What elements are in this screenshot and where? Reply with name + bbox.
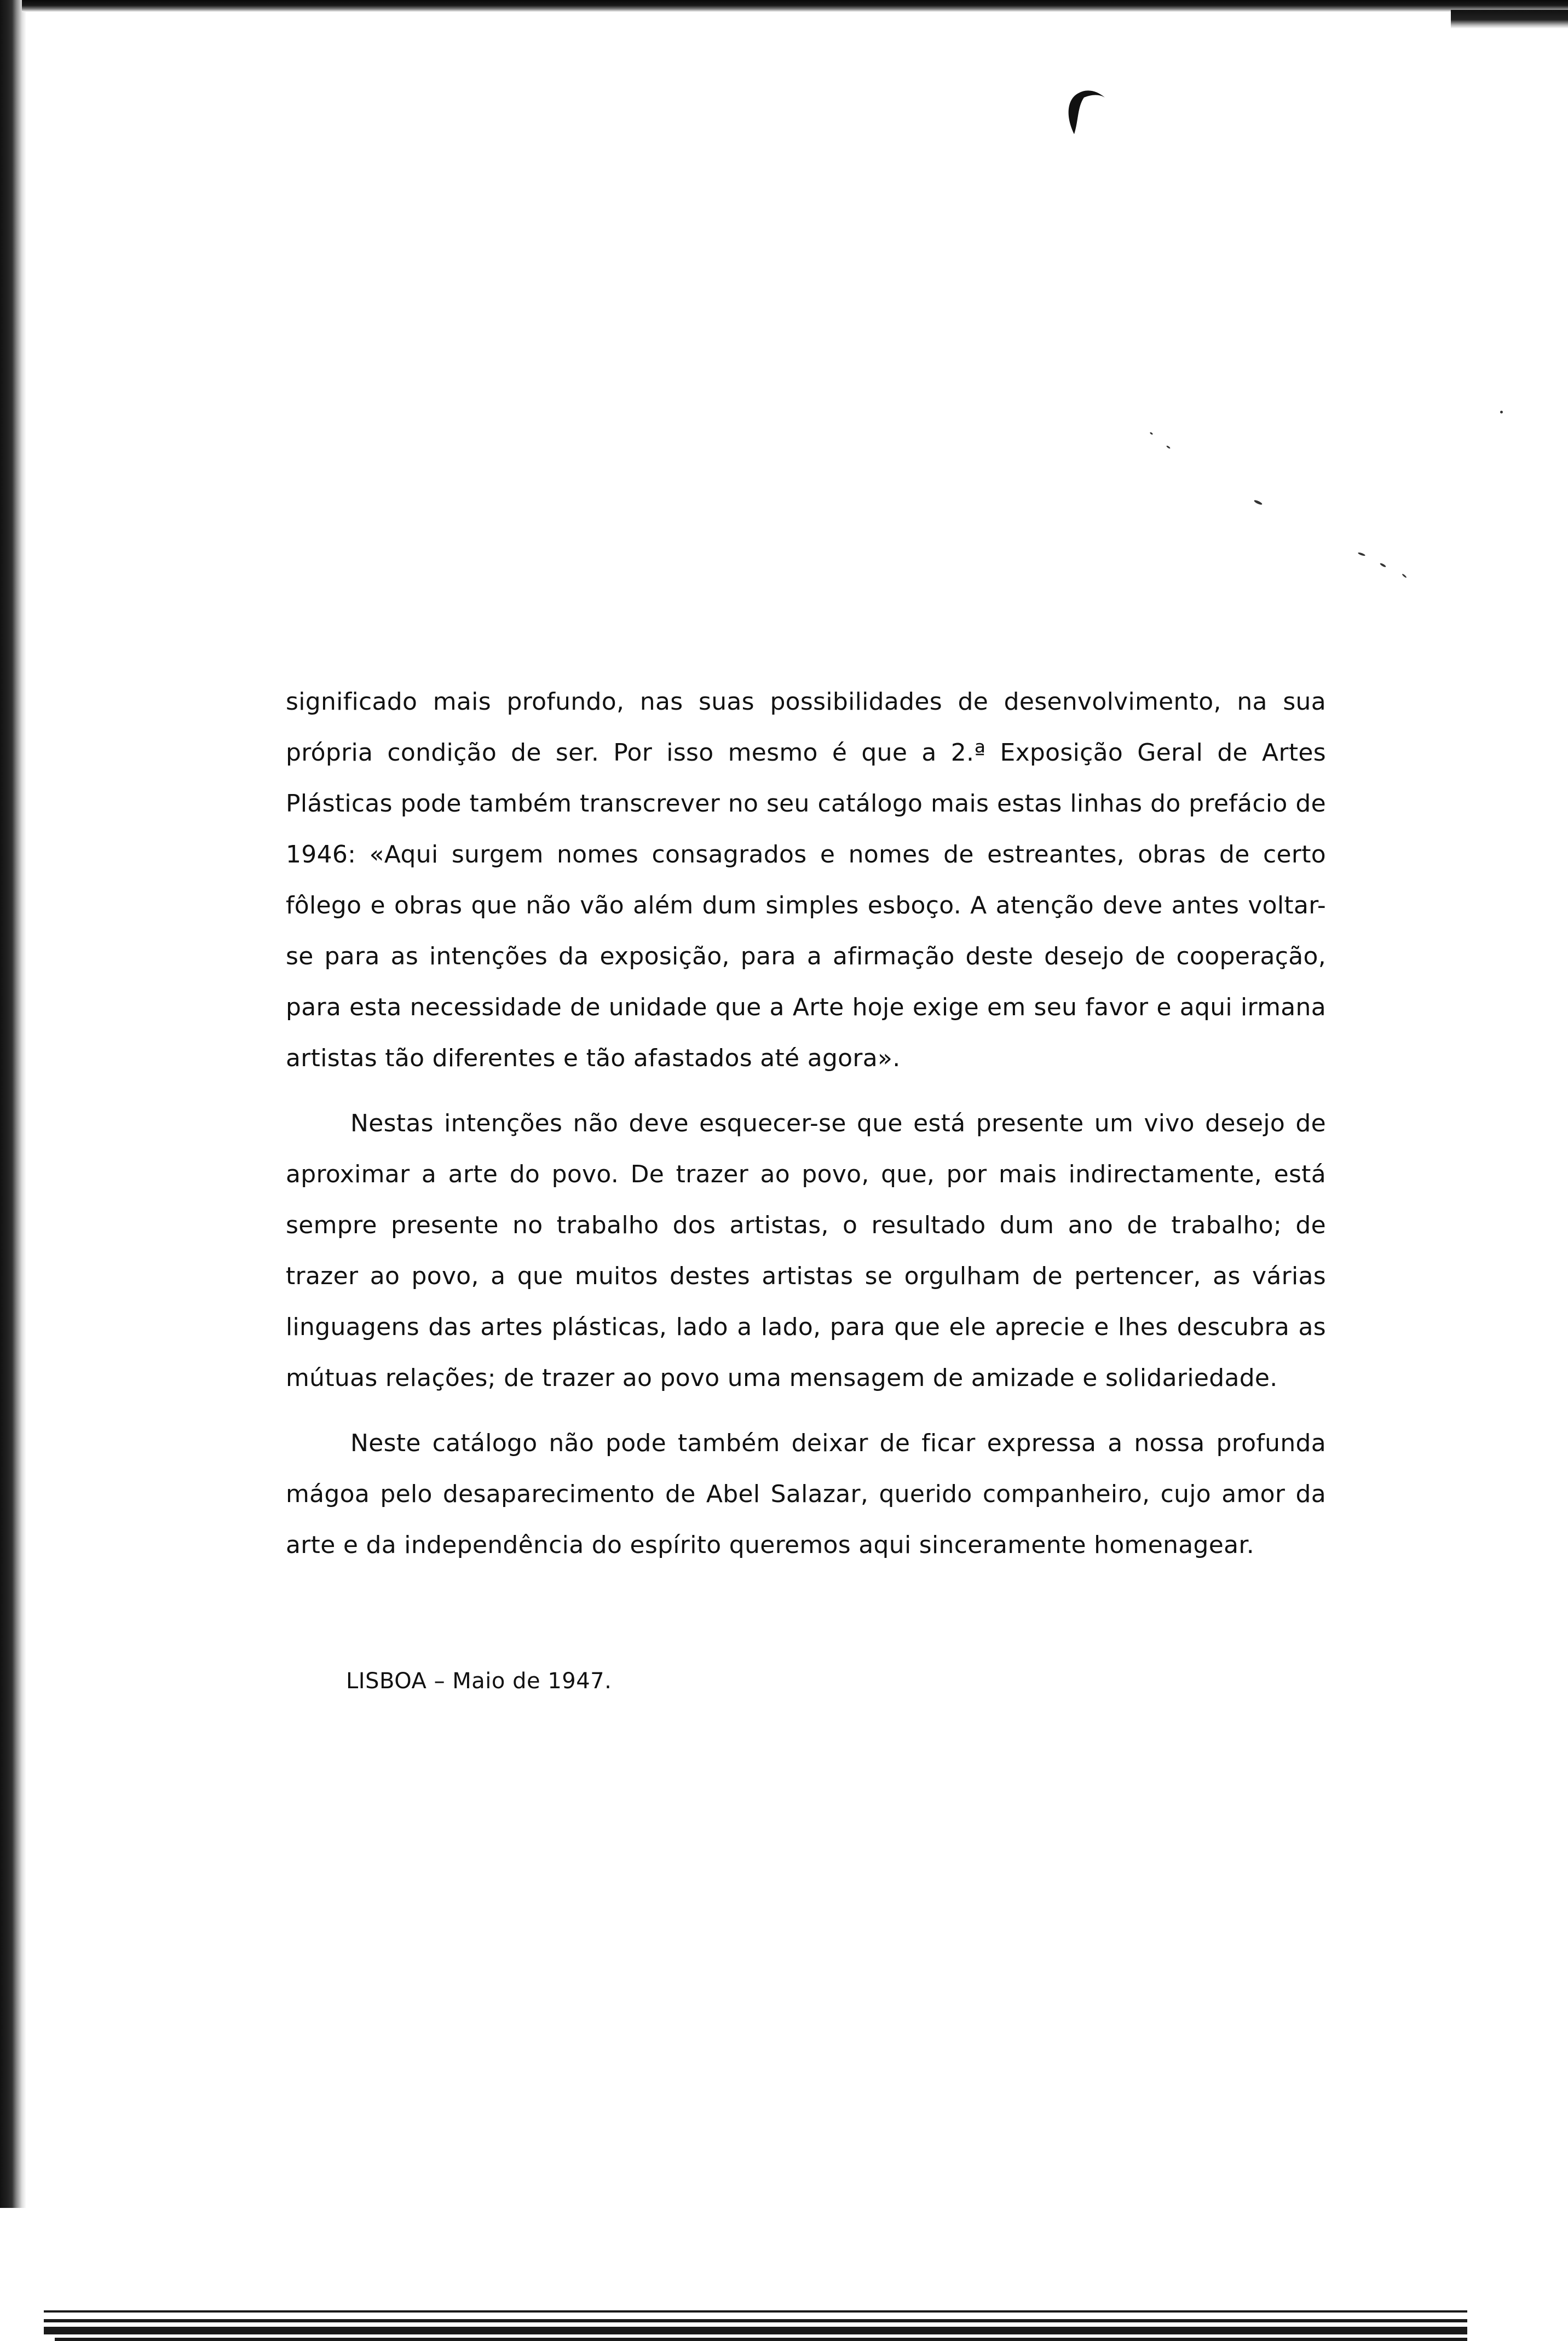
speck [1166,445,1171,449]
page-top-edge [22,0,1568,12]
paragraph-1: significado mais profundo, nas suas possibilidades de desenvolvimento, na sua própria condição de ser. Por isso mesmo é que a 2.ª Exposição Geral de Artes Plásticas pode também transcrever no seu catálogo mais estas linhas do prefácio de 1946: «Aqui surgem nomes consagrados e nomes de estreantes, obras de certo fôlego e obras que não vão além dum simples esboço. A atenção deve antes voltar-se para as intenções da exposição, para a afirmação deste desejo de cooperação, para esta necessidade de unidade que a Arte hoje exige em seu favor e aqui irmana artistas tão diferentes e tão afastados até agora». [286,688,1326,1072]
page-top-right-edge [1451,10,1568,28]
page-left-edge [0,0,26,2208]
speck [1380,562,1386,567]
bottom-rule-1 [44,2310,1467,2313]
speck [1358,552,1366,557]
bottom-rule-4 [55,2338,1467,2341]
place-and-date: LISBOA – Maio de 1947. [346,1669,612,1694]
paragraph-3: Neste catálogo não pode também deixar de ficar expressa a nossa profunda mágoa pelo desaparecimento de Abel Salazar, querido companheiro, cujo amor da arte e da independência do espírito queremos aqui sinceramente homenagear. [286,1429,1326,1559]
paragraph-2: Nestas intenções não deve esquecer-se que está presente um vivo desejo de aproximar a arte do povo. De trazer ao povo, que, por mais indirectamente, está sempre presente no trabalho dos artistas, o resultado dum ano de trabalho; de trazer ao povo, a que muitos destes artistas se orgulham de pertencer, as várias linguagens das artes plásticas, lado a lado, para que ele aprecie e lhes descubra as mútuas relações; de trazer ao povo uma mensagem de amizade e solidariedade. [286,1109,1326,1392]
body-text [286,676,1326,1585]
ink-mark [1062,82,1106,142]
bottom-rule-3 [44,2327,1467,2334]
speck [1150,432,1154,435]
speck [1402,573,1407,578]
speck [1254,499,1263,505]
bottom-rule-2 [44,2319,1467,2322]
speck [1500,411,1503,413]
